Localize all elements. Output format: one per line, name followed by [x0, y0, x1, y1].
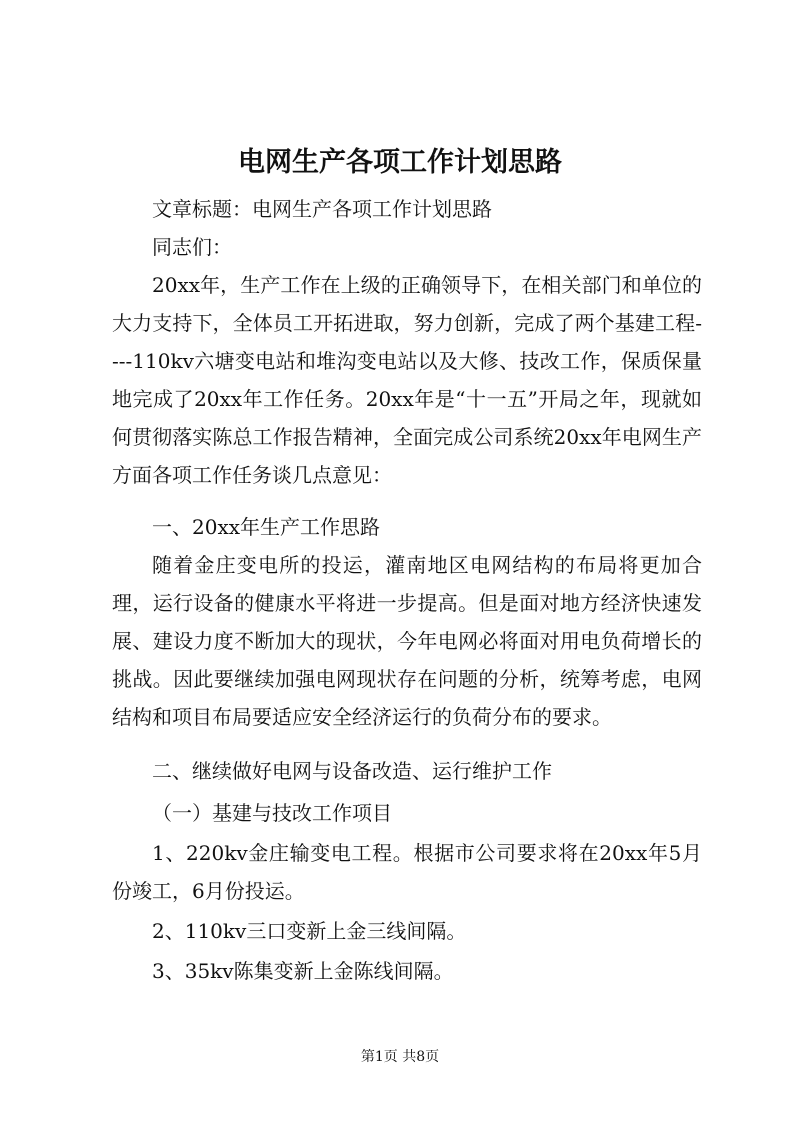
section-heading-1: 一、20xx年生产工作思路	[152, 515, 381, 539]
page-footer: 第1页 共8页	[360, 1049, 440, 1065]
section-heading-2: 二、继续做好电网与设备改造、运行维护工作	[152, 759, 552, 783]
intro-paragraph: 20xx年，生产工作在上级的正确领导下，在相关部门和单位的大力支持下，全体员工开拓进取，努力创新，完成了两个基建工程----110kv六塘变电站和堆沟变电站以及大修、技改工作，保质保量地完成了20xx年工作任务。20xx年是“十一五”开局之年，现就如何贯彻落实陈总工作报告精神，全面完成公司系统20xx年电网生产方面各项工作任务谈几点意见：	[112, 273, 702, 487]
document-title: 电网生产各项工作计划思路	[238, 147, 562, 178]
salutation: 同志们：	[152, 235, 232, 259]
article-title-line: 文章标题：电网生产各项工作计划思路	[152, 197, 492, 221]
list-item-3: 3、35kv陈集变新上金陈线间隔。	[152, 959, 454, 983]
section-1-paragraph: 随着金庄变电所的投运，灌南地区电网结构的布局将更加合理，运行设备的健康水平将进一步提高。但是面对地方经济快速发展、建设力度不断加大的现状，今年电网必将面对用电负荷增长的挑战。因此要继续加强电网现状存在问题的分析，统筹考虑，电网结构和项目布局要适应安全经济运行的负荷分布的要求。	[112, 553, 702, 729]
list-item-2: 2、110kv三口变新上金三线间隔。	[152, 919, 467, 943]
subsection-heading: （一）基建与技改工作项目	[152, 801, 392, 825]
list-item-1: 1、220kv金庄输变电工程。根据市公司要求将在20xx年5月份竣工，6月份投运。	[112, 841, 702, 903]
